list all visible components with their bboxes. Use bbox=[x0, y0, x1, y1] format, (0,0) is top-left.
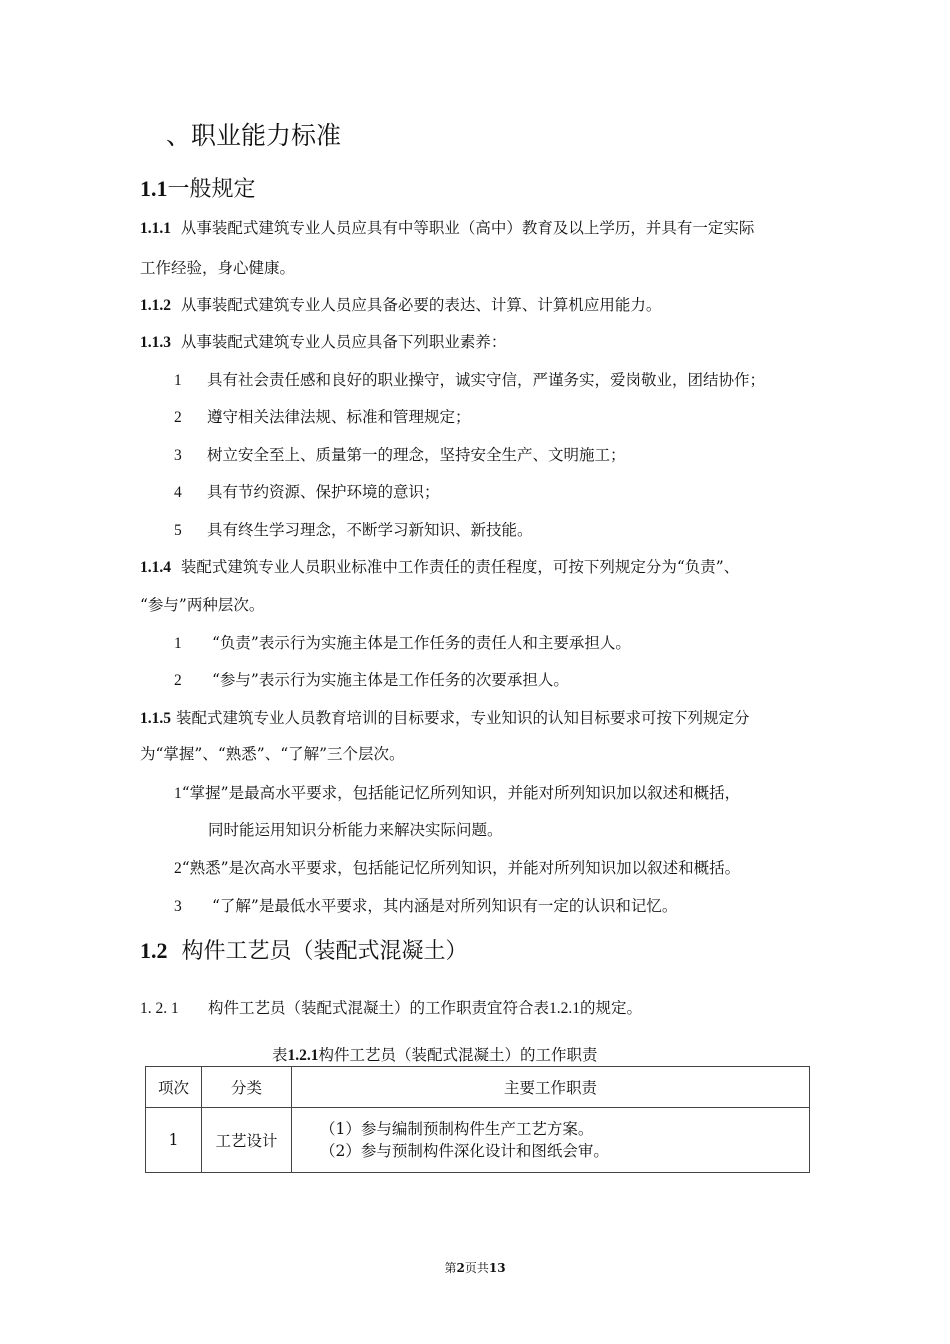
clause-1-1-1-cont: 工作经验，身心健康。 bbox=[140, 259, 296, 277]
item-text: 遵守相关法律法规、标准和管理规定； bbox=[207, 408, 471, 426]
list-item bbox=[174, 407, 471, 428]
section-title: 一般规定 bbox=[167, 177, 256, 202]
clause-text: 从事装配式建筑专业人员应具备下列职业素养： bbox=[180, 333, 507, 351]
page-footer: 第2页共13 bbox=[444, 1261, 506, 1275]
clause-text: 的规定。 bbox=[580, 999, 643, 1017]
list-item bbox=[174, 858, 740, 879]
list-item bbox=[174, 520, 533, 541]
clause-number: 1.1.4 bbox=[140, 559, 171, 576]
table-header-row bbox=[146, 1067, 810, 1108]
item-text: 具有终生学习理念，不断学习新知识、新技能。 bbox=[207, 521, 533, 539]
cell-no: 1 bbox=[146, 1108, 202, 1173]
table-row bbox=[146, 1108, 810, 1173]
page-total: 13 bbox=[488, 1261, 506, 1275]
list-item bbox=[174, 445, 626, 466]
duty-table bbox=[145, 1066, 810, 1173]
clause-number: 1.1.2 bbox=[140, 297, 171, 314]
clause-text: 装配式建筑专业人员职业标准中工作责任的责任程度，可按下列规定分为“负责”、 bbox=[180, 558, 740, 576]
clause-1-1-5-cont: 为“掌握”、“熟悉”、“了解”三个层次。 bbox=[140, 745, 405, 763]
clause-1-1-4-cont: “参与”两种层次。 bbox=[140, 596, 265, 614]
list-item bbox=[174, 670, 569, 691]
table-caption: 表1.2.1构件工艺员（装配式混凝土）的工作职责 bbox=[272, 1046, 598, 1064]
duty-item: （2）参与预制构件深化设计和图纸会审。 bbox=[320, 1142, 609, 1160]
table-reference: 1.2.1 bbox=[549, 1000, 581, 1017]
col-header-category: 分类 bbox=[202, 1067, 292, 1108]
item-number: 3 bbox=[174, 447, 182, 464]
col-header-no: 项次 bbox=[146, 1067, 202, 1108]
list-item bbox=[174, 370, 765, 391]
clause-1-1-2 bbox=[140, 295, 661, 316]
section-heading-1-2 bbox=[140, 934, 468, 965]
item-text: “熟悉”是次高水平要求，包括能记忆所列知识，并能对所列知识加以叙述和概括。 bbox=[181, 859, 741, 877]
clause-text: 构件工艺员（装配式混凝土）的工作职责宜符合表 bbox=[208, 999, 550, 1017]
clause-number: 1.1.5 bbox=[140, 710, 171, 727]
item-text: 具有节约资源、保护环境的意识； bbox=[207, 483, 440, 501]
page-number: 2 bbox=[456, 1261, 465, 1275]
section-heading-1-1 bbox=[140, 172, 256, 203]
item-number: 5 bbox=[174, 522, 182, 539]
clause-1-2-1 bbox=[140, 998, 642, 1019]
item-text: “掌握”是最高水平要求，包括能记忆所列知识，并能对所列知识加以叙述和概括， bbox=[181, 784, 741, 802]
section-number: 1.1 bbox=[140, 176, 168, 201]
clause-number: 1.1.3 bbox=[140, 334, 171, 351]
clause-1-1-5 bbox=[140, 708, 749, 729]
item-text: “负责”表示行为实施主体是工作任务的责任人和主要承担人。 bbox=[212, 634, 631, 652]
item-number: 1 bbox=[174, 635, 182, 652]
chapter-title: 、职业能力标准 bbox=[166, 121, 342, 150]
clause-1-1-4 bbox=[140, 557, 739, 578]
clause-number: 1. 2. 1 bbox=[140, 1000, 179, 1017]
list-item bbox=[174, 482, 440, 503]
clause-text: 从事装配式建筑专业人员应具备必要的表达、计算、计算机应用能力。 bbox=[180, 296, 662, 314]
item-number: 2 bbox=[174, 672, 182, 689]
clause-text: 从事装配式建筑专业人员应具有中等职业（高中）教育及以上学历，并具有一定实际 bbox=[180, 219, 755, 237]
list-item bbox=[174, 896, 677, 917]
list-item bbox=[174, 783, 740, 804]
list-item bbox=[174, 633, 631, 654]
table-number: 1.2.1 bbox=[287, 1047, 319, 1064]
item-number: 4 bbox=[174, 484, 182, 501]
item-text: 具有社会责任感和良好的职业操守，诚实守信，严谨务实，爱岗敬业，团结协作； bbox=[207, 371, 766, 389]
item-number: 2 bbox=[174, 860, 182, 877]
item-number: 1 bbox=[174, 785, 182, 802]
item-text: “参与”表示行为实施主体是工作任务的次要承担人。 bbox=[212, 671, 569, 689]
clause-text: 装配式建筑专业人员教育培训的目标要求，专业知识的认知目标要求可按下列规定分 bbox=[175, 709, 750, 727]
section-number: 1.2 bbox=[140, 938, 168, 963]
clause-1-1-1 bbox=[140, 218, 754, 239]
clause-1-1-3 bbox=[140, 332, 506, 353]
clause-number: 1.1.1 bbox=[140, 220, 171, 237]
item-text: 树立安全至上、质量第一的理念，坚持安全生产、文明施工； bbox=[207, 446, 626, 464]
item-text: “了解”是最低水平要求，其内涵是对所列知识有一定的认识和记忆。 bbox=[212, 897, 678, 915]
list-item-cont: 同时能运用知识分析能力来解决实际问题。 bbox=[208, 821, 503, 839]
section-title: 构件工艺员（装配式混凝土） bbox=[181, 939, 468, 964]
duty-item: （1）参与编制预制构件生产工艺方案。 bbox=[320, 1120, 594, 1138]
cell-duties bbox=[292, 1108, 810, 1173]
item-number: 1 bbox=[174, 372, 182, 389]
item-number: 2 bbox=[174, 409, 182, 426]
cell-category: 工艺设计 bbox=[202, 1108, 292, 1173]
col-header-duties: 主要工作职责 bbox=[292, 1067, 810, 1108]
item-number: 3 bbox=[174, 898, 182, 915]
